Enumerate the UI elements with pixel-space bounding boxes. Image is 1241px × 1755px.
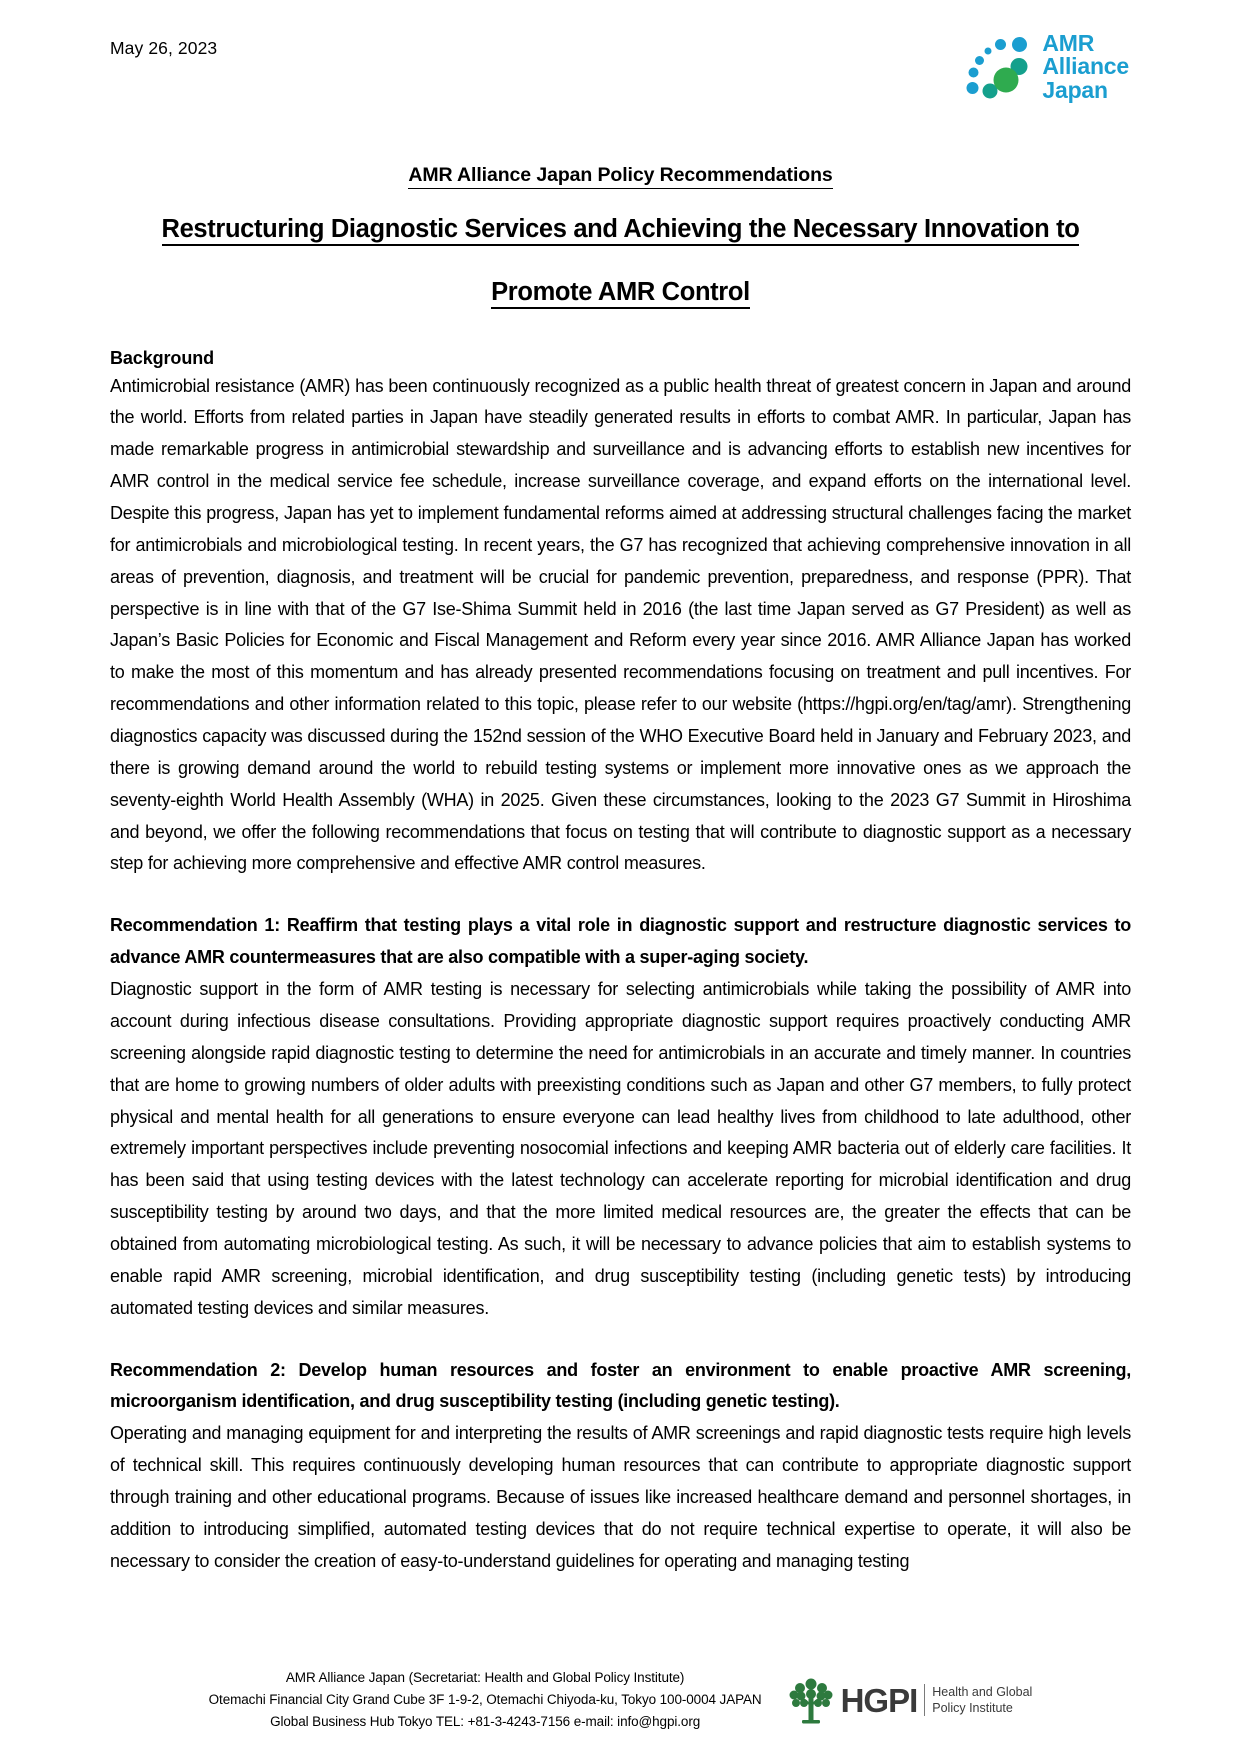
- amr-logo-line-3: Japan: [1042, 76, 1108, 103]
- document-kicker: [110, 164, 1131, 187]
- recommendation-2-paragraph: Operating and managing equipment for and interpreting the results of AMR screenings and rapid diagnostic tests require high levels of technical skill. This requires continuously developing human resources that can contribute to appropriate diagnostic support through training and other educational programs. Because of issues like increased healthcare demand and personnel shortages, in addition to introducing simplified, automated testing devices that do not require technical expertise to operate, it will also be necessary to consider the creation of easy-to-understand guidelines for operating and managing testing: [110, 1423, 1131, 1571]
- document-header: [110, 30, 1131, 126]
- hgpi-wordmark: HGPI: [840, 1681, 918, 1719]
- recommendation-2-heading: Recommendation 2: Develop human resources and foster an environment to enable proactive AMR screening, microorganism identification, and drug susceptibility testing (including genetic testing).: [110, 1359, 1131, 1412]
- recommendation-1-heading: Recommendation 1: Reaffirm that testing plays a vital role in diagnostic support and restructure diagnostic services to advance AMR countermeasures that are also compatible with a super-aging society.: [110, 915, 1131, 968]
- document-body: [110, 348, 1131, 1578]
- document-date: May 26, 2023: [110, 38, 218, 58]
- amr-alliance-japan-logo-mark: [964, 34, 1032, 100]
- footer-line-2: Otemachi Financial City Grand Cube 3F 1-9-2, Otemachi Chiyoda-ku, Tokyo 100-0004 JAPAN: [208, 1692, 762, 1708]
- amr-alliance-japan-logo-text: [1042, 32, 1129, 102]
- hgpi-tagline: [924, 1684, 1032, 1716]
- background-paragraph: Antimicrobial resistance (AMR) has been continuously recognized as a public health threat of greatest concern in Japan and around the world. Efforts from related parties in Japan have steadily generated results in efforts to combat AMR. In particular, Japan has made remarkable progress in antimicrobial stewardship and surveillance and is advancing efforts to establish new incentives for AMR control in the medical service fee schedule, increase surveillance coverage, and expand efforts on the international level. Despite this progress, Japan has yet to implement fundamental reforms aimed at addressing structural challenges facing the market for antimicrobials and microbiological testing. In recent years, the G7 has recognized that achieving comprehensive innovation in all areas of prevention, diagnosis, and treatment will be crucial for pandemic prevention, preparedness, and response (PPR). That perspective is in line with that of the G7 Ise-Shima Summit held in 2016 (the last time Japan served as G7 President) as well as Japan’s Basic Policies for Economic and Fiscal Management and Reform every year since 2016. AMR Alliance Japan has worked to make the most of this momentum and has already presented recommendations focusing on treatment and pull incentives. For recommendations and other information related to this topic, please refer to our website (https://hgpi.org/en/tag/amr). Strengthening diagnostics capacity was discussed during the 152nd session of the WHO Executive Board held in January and February 2023, and there is growing demand around the world to rebuild testing systems or implement more innovative ones as we approach the seventy-eighth World Health Assembly (WHA) in 2025. Given these circumstances, looking to the 2023 G7 Summit in Hiroshima and beyond, we offer the following recommendations that focus on testing that will contribute to diagnostic support as a necessary step for achieving more comprehensive and effective AMR control measures.: [110, 375, 1131, 874]
- page-title-line-1: Restructuring Diagnostic Services and Achieving the Necessary Innovation to: [162, 215, 1080, 246]
- hgpi-tagline-line-2: Policy Institute: [932, 1701, 1013, 1716]
- spacer: [110, 880, 1131, 910]
- amr-logo-line-1: AMR: [1042, 30, 1095, 56]
- spacer: [110, 1325, 1131, 1355]
- page-title-line-2: Promote AMR Control: [491, 278, 750, 309]
- hgpi-tree-icon: [788, 1675, 834, 1725]
- hgpi-logo: [788, 1675, 1033, 1725]
- background-heading: Background: [110, 347, 215, 368]
- document-footer: [0, 1667, 1241, 1733]
- page-title-line-2-wrap: [110, 272, 1131, 313]
- document-kicker-text: AMR Alliance Japan Policy Recommendations: [408, 164, 832, 189]
- page-title: [110, 209, 1131, 314]
- footer-line-3: Global Business Hub Tokyo TEL: +81-3-4243-7156 e-mail: info@hgpi.org: [270, 1714, 701, 1730]
- recommendation-1-paragraph: Diagnostic support in the form of AMR testing is necessary for selecting antimicrobials while taking the possibility of AMR into account during infectious disease consultations. Providing appropriate diagnostic support requires proactively conducting AMR screening alongside rapid diagnostic testing to determine the need for antimicrobials in an accurate and timely manner. In countries that are home to growing numbers of older adults with preexisting conditions such as Japan and other G7 members, to fully protect physical and mental health for all generations to ensure everyone can lead healthy lives from childhood to late adulthood, other extremely important perspectives include preventing nosocomial infections and keeping AMR bacteria out of elderly care facilities. It has been said that using testing devices with the latest technology can accelerate reporting for microbial identification and drug susceptibility testing by around two days, and that the more limited medical resources are, the greater the effects that can be obtained from automating microbiological testing. As such, it will be necessary to advance policies that aim to establish systems to enable rapid AMR screening, microbial identification, and drug susceptibility testing (including genetic tests) by introducing automated testing devices and similar measures.: [110, 979, 1131, 1318]
- amr-alliance-japan-logo: [964, 32, 1129, 102]
- footer-line-1: AMR Alliance Japan (Secretariat: Health and Global Policy Institute): [285, 1670, 685, 1686]
- footer-address-block: [209, 1667, 762, 1733]
- hgpi-tagline-line-1: Health and Global: [932, 1685, 1033, 1700]
- amr-logo-line-2: Alliance: [1042, 53, 1129, 80]
